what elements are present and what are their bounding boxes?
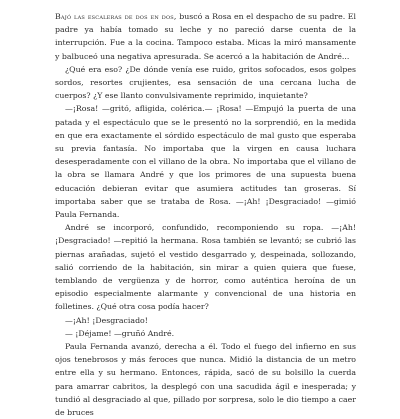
text-run: buscó a Rosa en el despacho de su padre. El padre ya había tomado su leche y no pareció darse cuenta de la interrupción. Fue a la cocina. Tampoco estaba. Micas la miró mansamente y balbuceó una negativa apresurada. Se acercó a la habitación de André... [55,12,356,61]
paragraph [55,221,356,313]
paragraph [55,102,356,221]
paragraph [55,10,356,63]
paragraph [55,327,356,340]
paragraph [55,63,356,103]
text-run: — ¡Déjame! —gruñó André. [65,328,175,338]
text-run: —¡Ah! ¡Desgraciado! [65,315,148,325]
text-run: Paula Fernanda avanzó, derecha a él. Todo el fuego del infierno en sus ojos tenebrosos y más feroces que nunca. Midió la distancia de un metro entre ella y su hermano. Entonces, rápida, sacó de su bolsillo la cuerda para amarrar cabritos, la desplegó con una sacudida ágil e inesperada; y tundió al desgraciado al que, pillado por sorpresa, solo le dio tiempo a caer de bruces [55,342,356,418]
text-run: André se incorporó, confundido, recomponiendo su ropa. —¡Ah! ¡Desgraciado! —repitió la hermana. Rosa también se levantó; se cubrió las piernas arañadas, sujetó el vestido desgarrado y, despeinada, sollozando, salió corriendo de la habitación, sin mirar a quien quiera que fuese, temblando de vergüenza y de horror, como auténtica heroína de un episodio especialmente alarmante y convencional de una historia en folletines. ¿Qué otra cosa podía hacer? [55,223,356,312]
text-run: ¿Qué era eso? ¿De dónde venía ese ruido, gritos sofocados, esos golpes sordos, resortes crujientes, esa sensación de una cercana lucha de cuerpos? ¿Y ese llanto convulsivamente reprimido, inquietante? [55,64,356,101]
paragraph [55,314,356,327]
small-caps-lead-in: Bajó las escaleras de dos en dos, [55,12,177,21]
text-run: —¡Rosa! —gritó, afligida, colérica.— ¡Rosa! —Empujó la puerta de una patada y el espectáculo que se le presentó no la sorprendió, en la medida en que era exactamente el sórdido espectáculo de mal gusto que esperaba su previa fantasía. No importaba que la virgen en causa luchara desesperadamente con el villano de la obra. No importaba que el villano de la obra se llamara André y que los primores de una supuesta buena educación debieran evitar que asumiera actitudes tan groseras. Sí importaba saber que se trataba de Rosa. —¡Ah! ¡Desgraciado! —gimió Paula Fernanda. [55,104,356,220]
book-page [55,10,356,418]
paragraph [55,340,356,419]
